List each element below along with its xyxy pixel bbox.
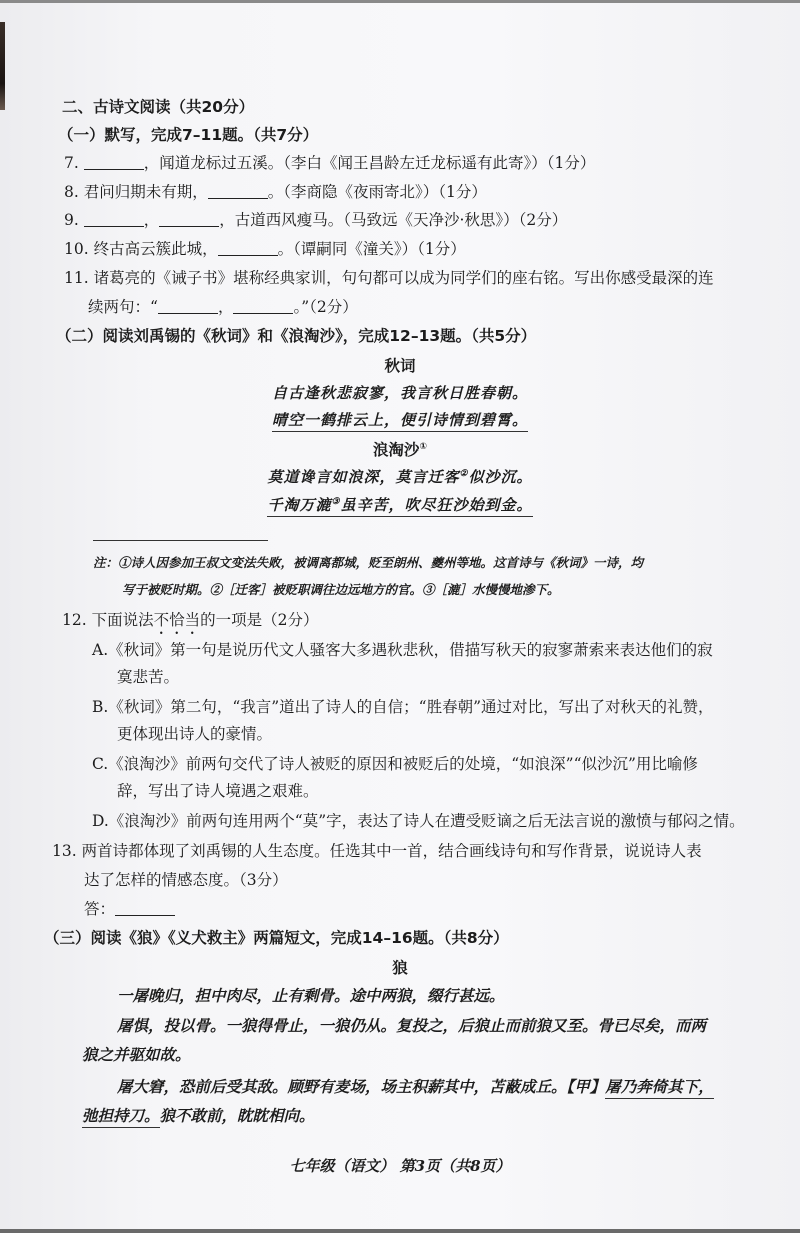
- answer-blank[interactable]: [115, 901, 175, 916]
- emphasis-text: 不恰当: [153, 611, 201, 629]
- wolf-paragraph-3: 屠大窘，恐前后受其敌。顾野有麦场，场主积薪其中，苫蔽成丘。【甲】屠乃奔倚其下，: [117, 1077, 714, 1097]
- notes-line1: 注：①诗人因参加王叔文变法失败，被调离都城，贬至朗州、夔州等地。这首诗与《秋词》一诗，均: [93, 555, 644, 570]
- question-7: 7. ，闻道龙标过五溪。（李白《闻王昌龄左迁龙标遥有此寄》）（1分）: [64, 154, 596, 172]
- notes-divider: [93, 540, 268, 541]
- option-d: D.《浪淘沙》前两句连用两个“莫”字，表达了诗人在遭受贬谪之后无法言说的激愤与郁闷之情。: [92, 812, 745, 830]
- poem1-title: 秋词: [384, 357, 416, 375]
- poem2-title: 浪淘沙①: [372, 441, 428, 460]
- binding-edge: [0, 22, 5, 110]
- answer-blank[interactable]: [233, 299, 293, 314]
- part3-title: （三）阅读《狼》《义犬救主》两篇短文，完成14–16题。（共8分）: [44, 929, 509, 947]
- part2-title: （二）阅读刘禹锡的《秋词》和《浪淘沙》，完成12–13题。（共5分）: [56, 327, 537, 345]
- question-9: 9. ， ，古道西风瘦马。（马致远《天净沙·秋思》）（2分）: [64, 211, 568, 229]
- text-title-wolf: 狼: [392, 959, 408, 977]
- option-a-cont: 寞悲苦。: [117, 668, 180, 686]
- option-a: A.《秋词》第一句是说历代文人骚客大多遇秋悲秋，借描写秋天的寂寥萧索来表达他们的寂: [92, 641, 713, 659]
- answer-blank[interactable]: [159, 212, 219, 227]
- question-8: 8. 君问归期未有期， 。（李商隐《夜雨寄北》）（1分）: [64, 183, 487, 201]
- option-b: B.《秋词》第二句，“我言”道出了诗人的自信；“胜春朝”通过对比，写出了对秋天的礼赞，: [92, 698, 714, 716]
- answer-blank[interactable]: [84, 212, 144, 227]
- page-footer: 七年级（语文） 第3页（共8页）: [289, 1157, 511, 1175]
- notes-line2: 写于被贬时期。②［迁客］被贬职调往边远地方的官。③［漉］水慢慢地渗下。: [122, 582, 560, 597]
- question-11-cont: 续两句：“ ， 。”（2分）: [88, 298, 358, 316]
- section-title: 二、古诗文阅读（共20分）: [62, 98, 255, 116]
- question-11: 11. 诸葛亮的《诫子书》堪称经典家训，句句都可以成为同学们的座右铭。写出你感受最深的连: [64, 269, 714, 287]
- poem1-line2: 晴空一鹤排云上，便引诗情到碧霄。: [0, 410, 800, 430]
- answer-blank[interactable]: [218, 241, 278, 256]
- answer-blank[interactable]: [208, 184, 268, 199]
- wolf-paragraph-3-cont: 弛担持刀。狼不敢前，眈眈相向。: [82, 1106, 315, 1126]
- part1-title: （一）默写，完成7–11题。（共7分）: [58, 126, 319, 144]
- question-13-cont: 达了怎样的情感态度。（3分）: [84, 871, 288, 889]
- page-bottom-edge: [0, 1229, 800, 1233]
- wolf-paragraph-2-cont: 狼之并驱如故。: [82, 1045, 191, 1064]
- question-12: 12. 下面说法不恰当的一项是（2分）: [62, 611, 319, 629]
- wolf-paragraph-1: 一屠晚归，担中肉尽，止有剩骨。途中两狼，缀行甚远。: [117, 986, 505, 1005]
- question-13-answer: 答：: [84, 899, 175, 919]
- option-c-cont: 辞，写出了诗人境遇之艰难。: [117, 782, 319, 800]
- question-10: 10. 终古高云簇此城， 。（谭嗣同《潼关》）（1分）: [64, 240, 466, 258]
- question-13: 13. 两首诗都体现了刘禹锡的人生态度。任选其中一首，结合画线诗句和写作背景，说说诗人表: [52, 842, 702, 860]
- poem1-line1: 自古逢秋悲寂寥，我言秋日胜春朝。: [271, 384, 528, 402]
- option-b-cont: 更体现出诗人的豪情。: [117, 725, 273, 743]
- answer-blank[interactable]: [84, 155, 144, 170]
- option-c: C.《浪淘沙》前两句交代了诗人被贬的原因和被贬后的处境，“如浪深”“似沙沉”用比喻修: [92, 755, 698, 773]
- wolf-paragraph-2: 屠惧，投以骨。一狼得骨止，一狼仍从。复投之，后狼止而前狼又至。骨已尽矣，而两: [117, 1016, 707, 1035]
- answer-blank[interactable]: [158, 299, 218, 314]
- poem2-line2: 千淘万漉③虽辛苦，吹尽狂沙始到金。: [0, 492, 800, 515]
- poem2-line1: 莫道谗言如浪深，莫言迁客②似沙沉。: [267, 468, 533, 486]
- page-top-edge: [0, 0, 800, 3]
